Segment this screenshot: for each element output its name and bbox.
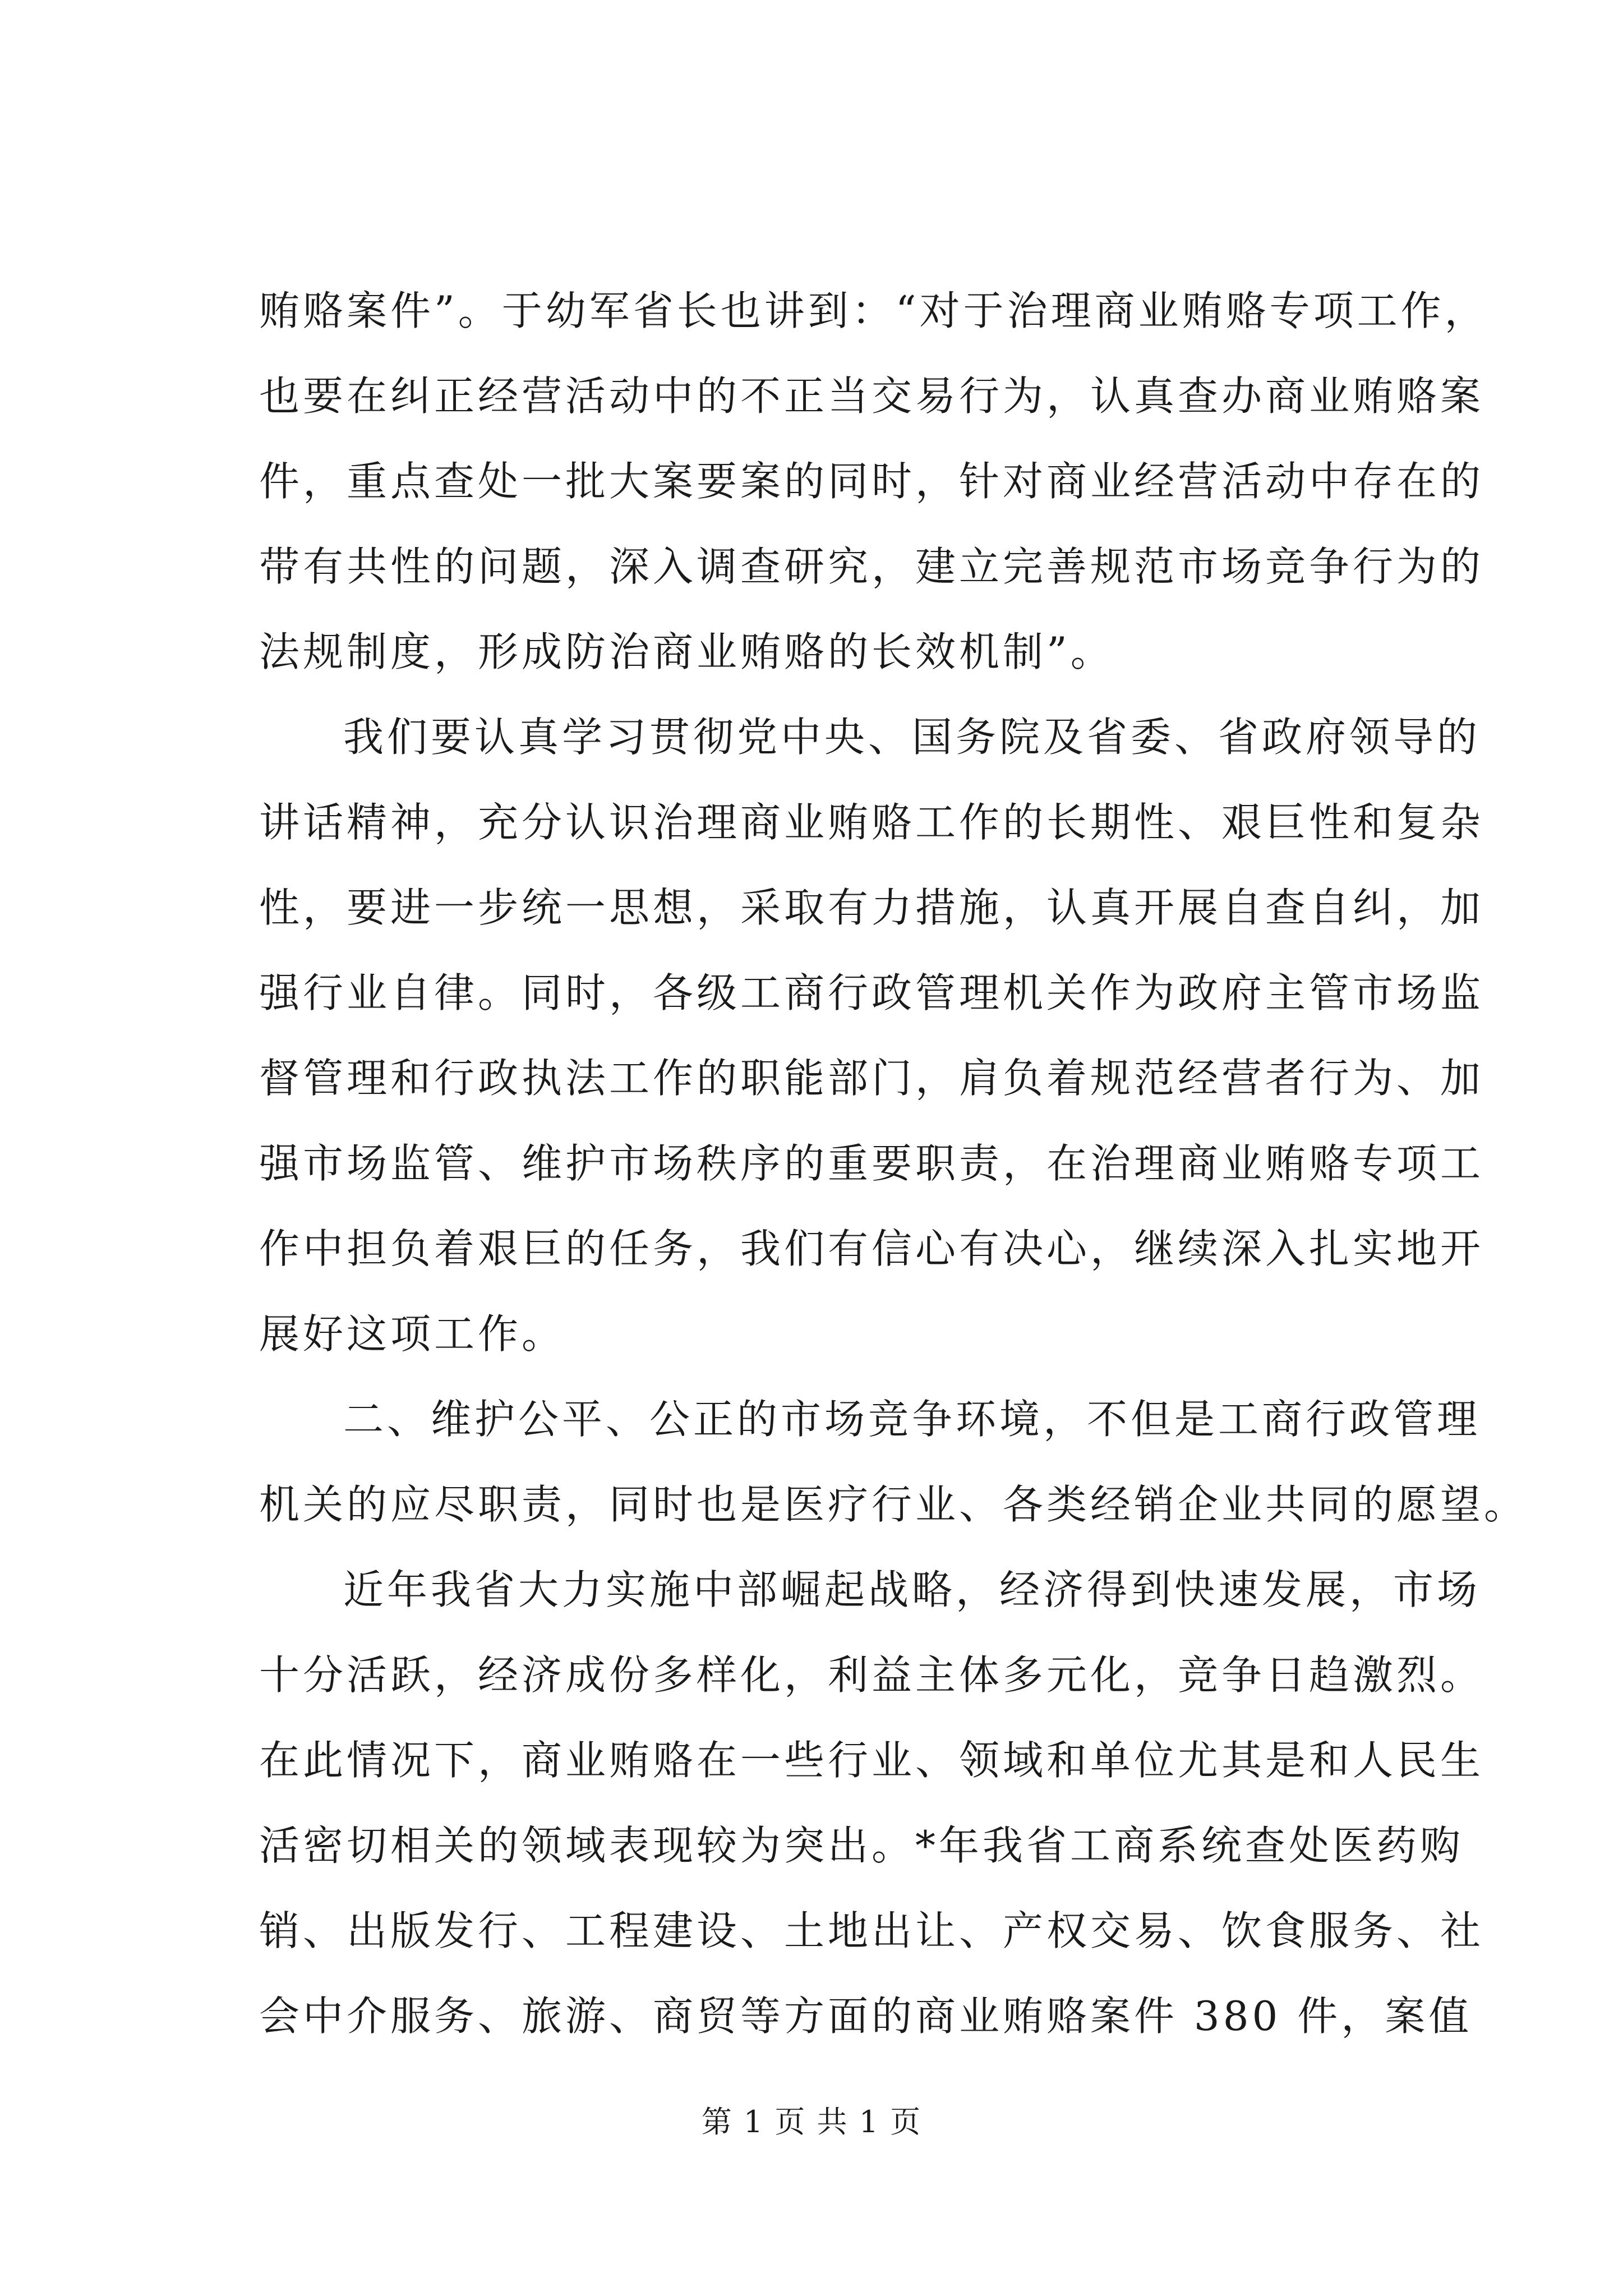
text-line: 活密切相关的领域表现较为突出。*年我省工商系统查处医药购 [259,1822,1464,1869]
document-body [259,268,1528,2059]
text-line: 在此情况下，商业贿赂在一些行业、领域和单位尤其是和人民生 [259,1737,1484,1784]
text-line: 十分活跃，经济成份多样化，利益主体多元化，竞争日趋激烈。 [259,1651,1484,1699]
text-line: 展好这项工作。 [259,1310,566,1358]
text-line: 督管理和行政执法工作的职能部门，肩负着规范经营者行为、加 [259,1055,1484,1102]
text-line: 强行业自律。同时，各级工商行政管理机关作为政府主管市场监 [259,969,1484,1016]
text-line: 销、出版发行、工程建设、土地出让、产权交易、饮食服务、社 [259,1907,1484,1954]
text-line: 作中担负着艰巨的任务，我们有信心有决心，继续深入扎实地开 [259,1225,1484,1272]
text-line: 带有共性的问题，深入调查研究，建立完善规范市场竞争行为的 [259,543,1484,590]
text-line: 贿赂案件”。于幼军省长也讲到：“对于治理商业贿赂专项工作， [259,287,1488,334]
text-line: 讲话精神，充分认识治理商业贿赂工作的长期性、艰巨性和复杂 [259,799,1484,846]
paragraph-first-line: 近年我省大力实施中部崛起战略，经济得到快速发展，市场 [343,1566,1481,1613]
text-line: 性，要进一步统一思想，采取有力措施，认真开展自查自纠，加 [259,884,1484,931]
text-line: 件，重点查处一批大案要案的同时，针对商业经营活动中存在的 [259,458,1484,505]
page-number-footer: 第 1 页 共 1 页 [701,2104,922,2139]
text-line: 法规制度，形成防治商业贿赂的长效机制”。 [259,628,1114,675]
paragraph-first-line: 我们要认真学习贯彻党中央、国务院及省委、省政府领导的 [343,714,1481,761]
text-line: 也要在纠正经营活动中的不正当交易行为，认真查办商业贿赂案 [259,372,1484,420]
section-heading-line: 二、维护公平、公正的市场竞争环境，不但是工商行政管理 [343,1396,1481,1443]
text-line: 强市场监管、维护市场秩序的重要职责，在治理商业贿赂专项工 [259,1140,1484,1187]
text-line: 机关的应尽职责，同时也是医疗行业、各类经销企业共同的愿望。 [259,1481,1528,1528]
text-line: 会中介服务、旅游、商贸等方面的商业贿赂案件 380 件，案值 [259,1993,1473,2040]
